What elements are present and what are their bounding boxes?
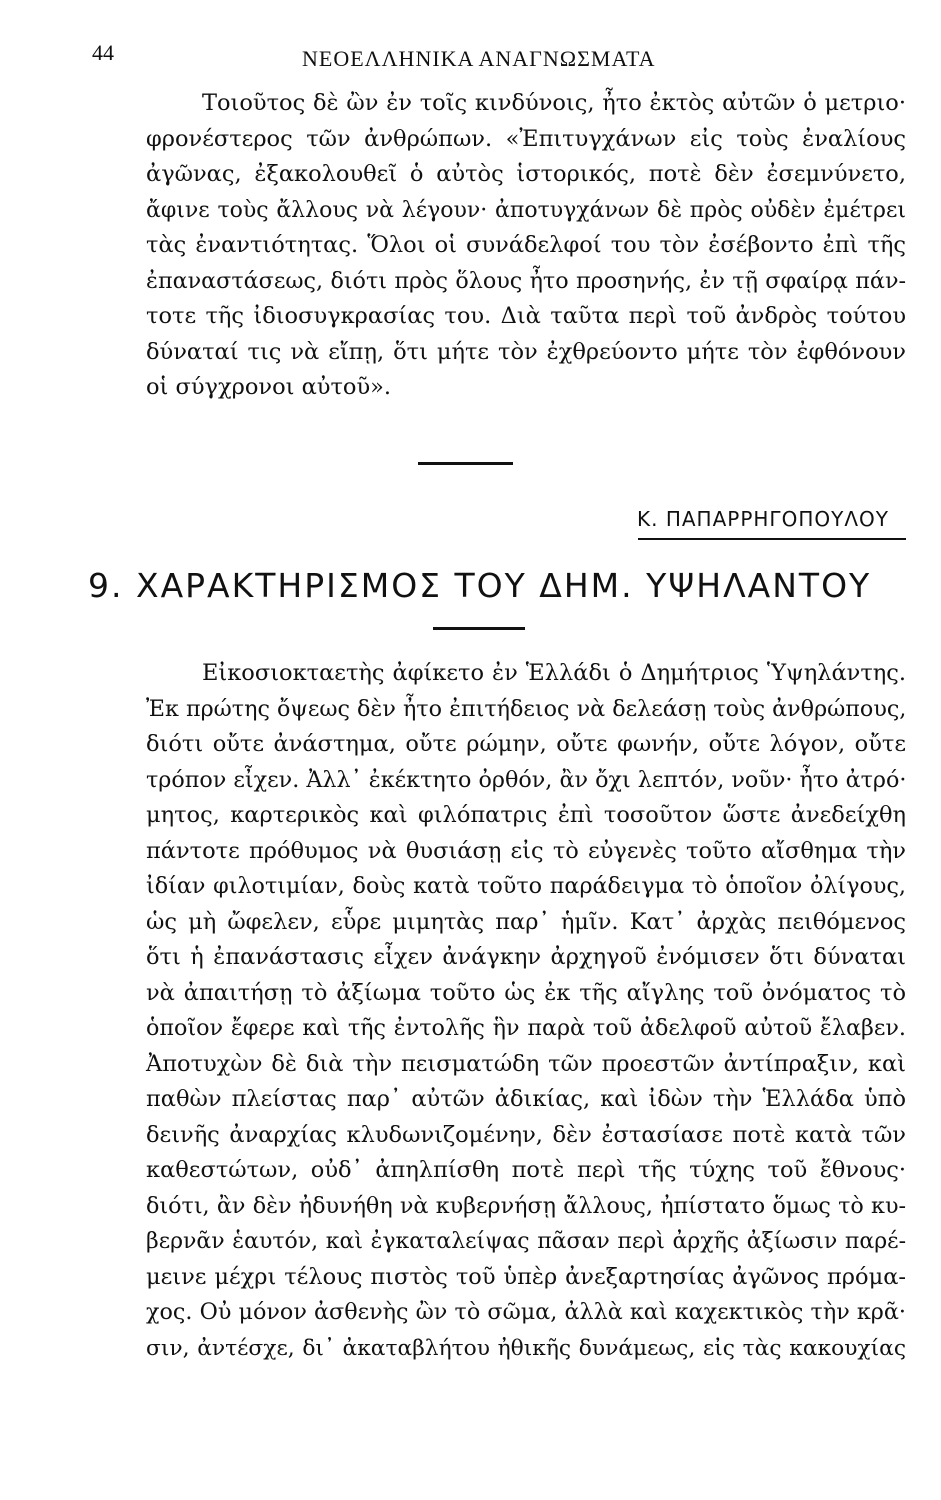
passage-2-line: παθὼν πλείστας παρ᾽ αὐτῶν ἀδικίας, καὶ ἰδὼν τὴν Ἑλλάδα ὑπὸ xyxy=(146,1086,906,1112)
passage-2-line: δεινῆς ἀναρχίας κλυδωνιζομένην, δὲν ἐστασίασε ποτὲ κατὰ τῶν xyxy=(146,1121,906,1148)
passage-2-line: ὅτι ἡ ἐπανάστασις εἶχεν ἀνάγκην ἀρχηγοῦ ἐνόμισεν ὅτι δύναται xyxy=(146,944,906,970)
passage-2-line: πάντοτε πρόθυμος νὰ θυσιάσῃ εἰς τὸ εὐγενὲς τοῦτο αἴσθημα τὴν xyxy=(146,837,906,864)
passage-1 xyxy=(90,86,906,406)
running-title: ΝΕΟΕΛΛΗΝΙΚΑ ΑΝΑΓΝΩΣΜΑΤΑ xyxy=(302,46,656,71)
passage-1-line: τοτε τῆς ἰδιοσυγκρασίας του. Διὰ ταῦτα περὶ τοῦ ἀνδρὸς τούτου xyxy=(146,303,906,329)
passage-2-line: διότι οὔτε ἀνάστημα, οὔτε ρώμην, οὔτε φωνήν, οὔτε λόγον, οὔτε xyxy=(146,731,906,757)
passage-1-line: Τοιοῦτος δὲ ὢν ἐν τοῖς κινδύνοις, ἦτο ἐκτὸς αὐτῶν ὁ μετριο· xyxy=(202,90,906,116)
passage-2-line: ὡς μὴ ὤφελεν, εὗρε μιμητὰς παρ᾽ ἡμῖν. Κατ᾽ ἀρχὰς πειθόμενος xyxy=(146,908,906,935)
passage-2-line: διότι, ἂν δὲν ἠδυνήθη νὰ κυβερνήσῃ ἄλλους, ἠπίστατο ὅμως τὸ κυ- xyxy=(146,1192,906,1219)
passage-2-line: μητος, καρτερικὸς καὶ φιλόπατρις ἐπὶ τοσοῦτον ὥστε ἀνεδείχθη xyxy=(146,802,906,828)
passage-2-line: νὰ ἀπαιτήσῃ τὸ ἀξίωμα τοῦτο ὡς ἐκ τῆς αἴγλης τοῦ ὀνόματος τὸ xyxy=(146,979,906,1006)
passage-1-line: ἀγῶνας, ἐξακολουθεῖ ὁ αὐτὸς ἱστορικός, ποτὲ δὲν ἐσεμνύνετο, xyxy=(146,161,906,187)
passage-2-line: Ἀποτυχὼν δὲ διὰ τὴν πεισματώδη τῶν προεστῶν ἀντίπραξιν, καὶ xyxy=(146,1050,906,1077)
passage-2 xyxy=(90,656,906,1366)
page-header xyxy=(92,40,907,80)
passage-2-line: χος. Οὐ μόνον ἀσθενὴς ὢν τὸ σῶμα, ἀλλὰ καὶ καχεκτικὸς τὴν κρᾶ· xyxy=(146,1299,906,1325)
passage-2-line: Εἰκοσιοκταετὴς ἀφίκετο ἐν Ἑλλάδι ὁ Δημήτριος Ὑψηλάντης. xyxy=(202,660,906,686)
passage-2-line: σιν, ἀντέσχε, δι᾽ ἀκαταβλήτου ἠθικῆς δυνάμεως, εἰς τὰς κακουχίας xyxy=(146,1335,906,1361)
title-divider-rule xyxy=(433,627,525,630)
passage-2-line: μεινε μέχρι τέλους πιστὸς τοῦ ὑπὲρ ἀνεξαρτησίας ἀγῶνος πρόμα- xyxy=(146,1263,906,1290)
author-attribution: Κ. ΠΑΠΑΡΡΗΓΟΠΟΥΛΟΥ xyxy=(637,507,889,531)
section-divider-rule xyxy=(418,462,513,465)
author-underline xyxy=(638,538,906,540)
section-title: 9. ΧΑΡΑΚΤΗΡΙΣΜΟΣ ΤΟΥ ΔΗΜ. ΥΨΗΛΑΝΤΟΥ xyxy=(88,566,872,605)
passage-2-line: Ἐκ πρώτης ὄψεως δὲν ἦτο ἐπιτήδειος νὰ δελεάσῃ τοὺς ἀνθρώπους, xyxy=(146,695,907,722)
passage-1-line: δύναταί τις νὰ εἴπῃ, ὅτι μήτε τὸν ἐχθρεύοντο μήτε τὸν ἐφθόνουν xyxy=(146,338,906,365)
passage-2-line: τρόπον εἶχεν. Ἀλλ᾽ ἐκέκτητο ὀρθόν, ἂν ὄχι λεπτόν, νοῦν· ἦτο ἀτρό· xyxy=(146,766,907,793)
passage-2-line: ἰδίαν φιλοτιμίαν, δοὺς κατὰ τοῦτο παράδειγμα τὸ ὁποῖον ὀλίγους, xyxy=(146,873,906,899)
passage-2-line: ὁποῖον ἔφερε καὶ τῆς ἐντολῆς ἣν παρὰ τοῦ ἀδελφοῦ αὐτοῦ ἔλαβεν. xyxy=(146,1015,906,1041)
passage-2-line: καθεστώτων, οὐδ᾽ ἀπηλπίσθη ποτὲ περὶ τῆς τύχης τοῦ ἔθνους· xyxy=(146,1157,906,1183)
passage-1-line: τὰς ἐναντιότητας. Ὅλοι οἱ συνάδελφοί του τὸν ἐσέβοντο ἐπὶ τῆς xyxy=(146,232,906,258)
passage-1-line: οἱ σύγχρονοι αὐτοῦ». xyxy=(146,374,392,400)
passage-2-line: βερνᾶν ἑαυτόν, καὶ ἐγκαταλείψας πᾶσαν περὶ ἀρχῆς ἀξίωσιν παρέ- xyxy=(146,1229,906,1254)
passage-1-line: φρονέστερος τῶν ἀνθρώπων. «Ἐπιτυγχάνων εἰς τοὺς ἐναλίους xyxy=(146,125,906,152)
passage-1-line: ἐπαναστάσεως, διότι πρὸς ὅλους ἦτο προσηνής, ἐν τῇ σφαίρᾳ πάν- xyxy=(146,267,906,294)
passage-1-line: ἄφινε τοὺς ἄλλους νὰ λέγουν· ἀποτυγχάνων δὲ πρὸς οὐδὲν ἐμέτρει xyxy=(146,197,906,223)
page-number: 44 xyxy=(92,40,114,65)
